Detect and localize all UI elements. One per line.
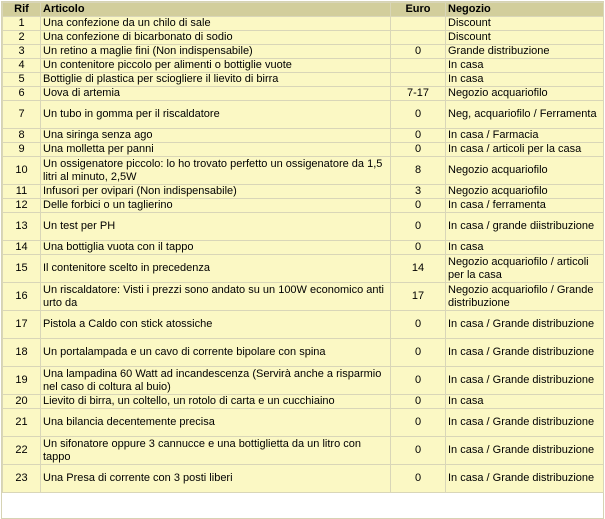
cell-euro: 0 <box>391 213 446 241</box>
cell-negozio: In casa / Grande distribuzione <box>446 311 604 339</box>
table-row <box>3 45 604 59</box>
cell-rif: 18 <box>3 339 41 367</box>
cell-articolo: Una confezione da un chilo di sale <box>41 17 391 31</box>
cell-euro: 8 <box>391 157 446 185</box>
cell-articolo: Delle forbici o un taglierino <box>41 199 391 213</box>
cell-euro: 0 <box>391 465 446 493</box>
table-body <box>3 17 604 493</box>
cell-euro: 17 <box>391 283 446 311</box>
cell-rif: 10 <box>3 157 41 185</box>
cell-negozio: In casa / Grande distribuzione <box>446 367 604 395</box>
cell-articolo: Una lampadina 60 Watt ad incandescenza (Servirà anche a risparmio nel caso di coltura al buio) <box>41 367 391 395</box>
cell-euro: 0 <box>391 409 446 437</box>
cell-articolo: Bottiglie di plastica per sciogliere il lievito di birra <box>41 73 391 87</box>
cell-euro: 14 <box>391 255 446 283</box>
cell-euro: 0 <box>391 45 446 59</box>
table-header-row <box>3 3 604 17</box>
cell-rif: 16 <box>3 283 41 311</box>
cell-negozio: In casa / articoli per la casa <box>446 143 604 157</box>
table-row <box>3 73 604 87</box>
cell-negozio: In casa <box>446 395 604 409</box>
cell-rif: 1 <box>3 17 41 31</box>
table-row <box>3 17 604 31</box>
cell-euro: 0 <box>391 241 446 255</box>
table-row <box>3 157 604 185</box>
cell-articolo: Infusori per ovipari (Non indispensabile) <box>41 185 391 199</box>
cell-articolo: Un sifonatore oppure 3 cannucce e una bottiglietta da un litro con tappo <box>41 437 391 465</box>
cell-euro: 0 <box>391 437 446 465</box>
table-row <box>3 465 604 493</box>
cell-negozio: In casa / ferramenta <box>446 199 604 213</box>
cell-rif: 21 <box>3 409 41 437</box>
table-row <box>3 87 604 101</box>
cell-euro <box>391 59 446 73</box>
shopping-list-table-container <box>1 1 604 519</box>
table-row <box>3 409 604 437</box>
cell-rif: 11 <box>3 185 41 199</box>
table-row <box>3 311 604 339</box>
cell-articolo: Pistola a Caldo con stick atossiche <box>41 311 391 339</box>
cell-euro: 0 <box>391 395 446 409</box>
cell-rif: 5 <box>3 73 41 87</box>
cell-negozio: Negozio acquariofilo / articoli per la casa <box>446 255 604 283</box>
table-row <box>3 367 604 395</box>
cell-articolo: Una siringa senza ago <box>41 129 391 143</box>
cell-rif: 19 <box>3 367 41 395</box>
cell-negozio: In casa <box>446 73 604 87</box>
cell-articolo: Uova di artemia <box>41 87 391 101</box>
cell-euro: 0 <box>391 339 446 367</box>
cell-negozio: In casa <box>446 59 604 73</box>
cell-rif: 14 <box>3 241 41 255</box>
cell-articolo: Un test per PH <box>41 213 391 241</box>
table-row <box>3 339 604 367</box>
cell-euro: 0 <box>391 129 446 143</box>
cell-negozio: Grande distribuzione <box>446 45 604 59</box>
table-row <box>3 59 604 73</box>
cell-negozio: Negozio acquariofilo <box>446 87 604 101</box>
header-rif: Rif <box>3 3 41 17</box>
cell-euro: 0 <box>391 311 446 339</box>
table-row <box>3 129 604 143</box>
cell-rif: 6 <box>3 87 41 101</box>
table-row <box>3 143 604 157</box>
cell-rif: 20 <box>3 395 41 409</box>
table-row <box>3 283 604 311</box>
table-row <box>3 437 604 465</box>
cell-articolo: Una confezione di bicarbonato di sodio <box>41 31 391 45</box>
table-row <box>3 185 604 199</box>
cell-rif: 22 <box>3 437 41 465</box>
cell-negozio: Negozio acquariofilo <box>446 157 604 185</box>
cell-euro: 0 <box>391 143 446 157</box>
cell-rif: 3 <box>3 45 41 59</box>
cell-negozio: Negozio acquariofilo <box>446 185 604 199</box>
cell-rif: 13 <box>3 213 41 241</box>
cell-articolo: Un riscaldatore: Visti i prezzi sono andato su un 100W economico anti urto da <box>41 283 391 311</box>
cell-rif: 9 <box>3 143 41 157</box>
cell-articolo: Una bilancia decentemente precisa <box>41 409 391 437</box>
cell-euro <box>391 73 446 87</box>
cell-rif: 12 <box>3 199 41 213</box>
cell-negozio: In casa / Grande distribuzione <box>446 409 604 437</box>
cell-negozio: Negozio acquariofilo / Grande distribuzione <box>446 283 604 311</box>
cell-euro: 3 <box>391 185 446 199</box>
cell-articolo: Un contenitore piccolo per alimenti o bottiglie vuote <box>41 59 391 73</box>
cell-rif: 4 <box>3 59 41 73</box>
header-euro: Euro <box>391 3 446 17</box>
table-row <box>3 241 604 255</box>
cell-euro: 0 <box>391 101 446 129</box>
cell-articolo: Una bottiglia vuota con il tappo <box>41 241 391 255</box>
cell-rif: 8 <box>3 129 41 143</box>
cell-articolo: Il contenitore scelto in precedenza <box>41 255 391 283</box>
cell-rif: 17 <box>3 311 41 339</box>
table-row <box>3 213 604 241</box>
cell-articolo: Un ossigenatore piccolo: lo ho trovato perfetto un ossigenatore da 1,5 litri al minuto, 2,5W <box>41 157 391 185</box>
table-row <box>3 101 604 129</box>
cell-negozio: Discount <box>446 31 604 45</box>
cell-negozio: In casa / Grande distribuzione <box>446 339 604 367</box>
table-row <box>3 255 604 283</box>
cell-rif: 7 <box>3 101 41 129</box>
cell-rif: 15 <box>3 255 41 283</box>
cell-articolo: Un tubo in gomma per il riscaldatore <box>41 101 391 129</box>
cell-euro: 0 <box>391 199 446 213</box>
cell-negozio: In casa <box>446 241 604 255</box>
table-row <box>3 199 604 213</box>
cell-negozio: Discount <box>446 17 604 31</box>
cell-articolo: Una molletta per panni <box>41 143 391 157</box>
header-negozio: Negozio <box>446 3 604 17</box>
cell-rif: 23 <box>3 465 41 493</box>
cell-euro: 0 <box>391 367 446 395</box>
cell-negozio: In casa / Grande distribuzione <box>446 437 604 465</box>
cell-euro: 7-17 <box>391 87 446 101</box>
shopping-list-table <box>2 2 604 493</box>
table-row <box>3 31 604 45</box>
table-row <box>3 395 604 409</box>
cell-negozio: Neg, acquariofilo / Ferramenta <box>446 101 604 129</box>
cell-articolo: Un retino a maglie fini (Non indispensabile) <box>41 45 391 59</box>
cell-articolo: Una Presa di corrente con 3 posti liberi <box>41 465 391 493</box>
header-articolo: Articolo <box>41 3 391 17</box>
cell-euro <box>391 31 446 45</box>
cell-rif: 2 <box>3 31 41 45</box>
cell-euro <box>391 17 446 31</box>
cell-negozio: In casa / Farmacia <box>446 129 604 143</box>
cell-negozio: In casa / grande diistribuzione <box>446 213 604 241</box>
cell-negozio: In casa / Grande distribuzione <box>446 465 604 493</box>
cell-articolo: Lievito di birra, un coltello, un rotolo di carta e un cucchiaino <box>41 395 391 409</box>
cell-articolo: Un portalampada e un cavo di corrente bipolare con spina <box>41 339 391 367</box>
